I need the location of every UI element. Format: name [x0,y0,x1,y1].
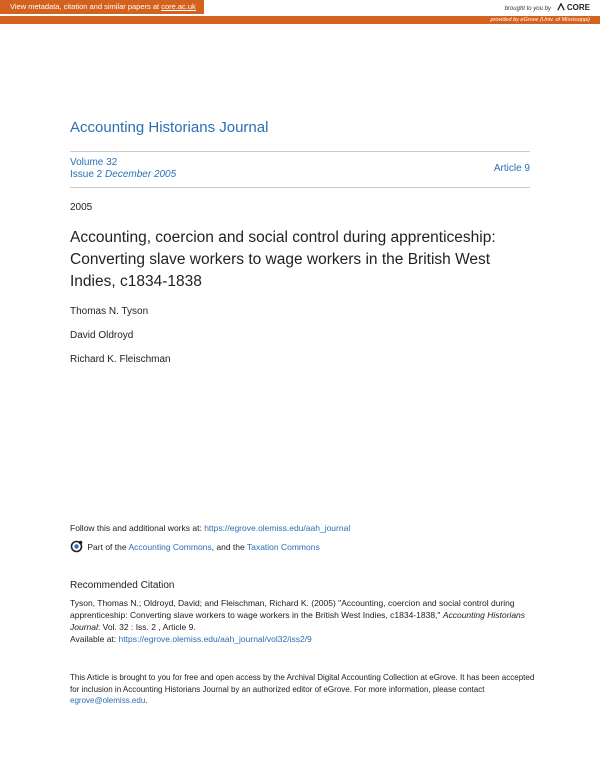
provider-strip [0,16,600,24]
recommended-citation [70,597,540,645]
author-1: Thomas N. Tyson [70,306,149,317]
taxation-commons-link[interactable]: Taxation Commons [246,542,320,552]
core-brought-by[interactable] [505,3,590,12]
citation-url-link[interactable]: https://egrove.olemiss.edu/aah_journal/vol32/iss2/9 [118,634,312,644]
author-3: Richard K. Fleischman [70,354,171,365]
journal-title[interactable]: Accounting Historians Journal [70,119,269,136]
provider-text[interactable]: provided by eGrove (Univ. of Mississippi) [490,17,590,23]
citation-volume: : Vol. 32 : Iss. 2 , Article 9. [97,622,196,632]
contact-email-link[interactable]: egrove@olemiss.edu [70,696,146,705]
core-metadata-link[interactable] [0,0,204,14]
volume-link[interactable]: Volume 32 [70,157,118,168]
part-of-middle: , and the [211,542,245,552]
part-of-line [70,540,320,553]
core-logo-text: CORE [566,3,590,12]
article-link[interactable]: Article 9 [493,163,530,174]
core-right-text: brought to you by [504,6,551,12]
accounting-commons-link[interactable]: Accounting Commons [128,542,212,552]
available-label: Available at: [70,634,117,644]
notice-end: . [145,696,148,705]
follow-line [70,523,350,533]
divider-top [70,151,530,152]
part-of-prefix: Part of the [87,542,127,552]
commons-network-icon [70,540,83,553]
publication-year: 2005 [70,202,93,213]
core-logo-icon [557,3,565,11]
issue-date: December 2005 [105,169,177,180]
access-notice [70,672,540,707]
divider-bottom [70,187,530,188]
volume-issue [70,157,176,181]
recommended-citation-heading: Recommended Citation [70,580,175,591]
core-banner [0,0,600,24]
follow-url-link[interactable]: https://egrove.olemiss.edu/aah_journal [204,523,351,533]
notice-text: This Article is brought to you for free and open access by the Archival Digital Accounting Collection at eGrove. It has been accepted for inclusion in Accounting Historians Journal by an authorized editor of eGrove. For more information, please contact [70,673,535,694]
core-ac-uk-link[interactable]: core.ac.uk [161,2,196,11]
paper-title: Accounting, coercion and social control during apprenticeship: Converting slave workers to wage workers in the British West Indies, c1834-1838 [70,229,496,290]
issue-number: Issue 2 [70,169,103,180]
core-logo[interactable] [557,3,590,12]
citation-journal: Accounting Historians Journal [70,610,526,632]
issue-link[interactable] [70,169,176,181]
follow-text: Follow this and additional works at: [70,523,202,533]
citation-text: Tyson, Thomas N.; Oldroyd, David; and Fleischman, Richard K. (2005) "Accounting, coercion and social control during apprenticeship: Converting slave workers to wage workers in the British West Indies, c1834-1838," [70,598,515,620]
author-2: David Oldroyd [70,330,134,341]
core-left-text: View metadata, citation and similar papers at [10,2,160,11]
